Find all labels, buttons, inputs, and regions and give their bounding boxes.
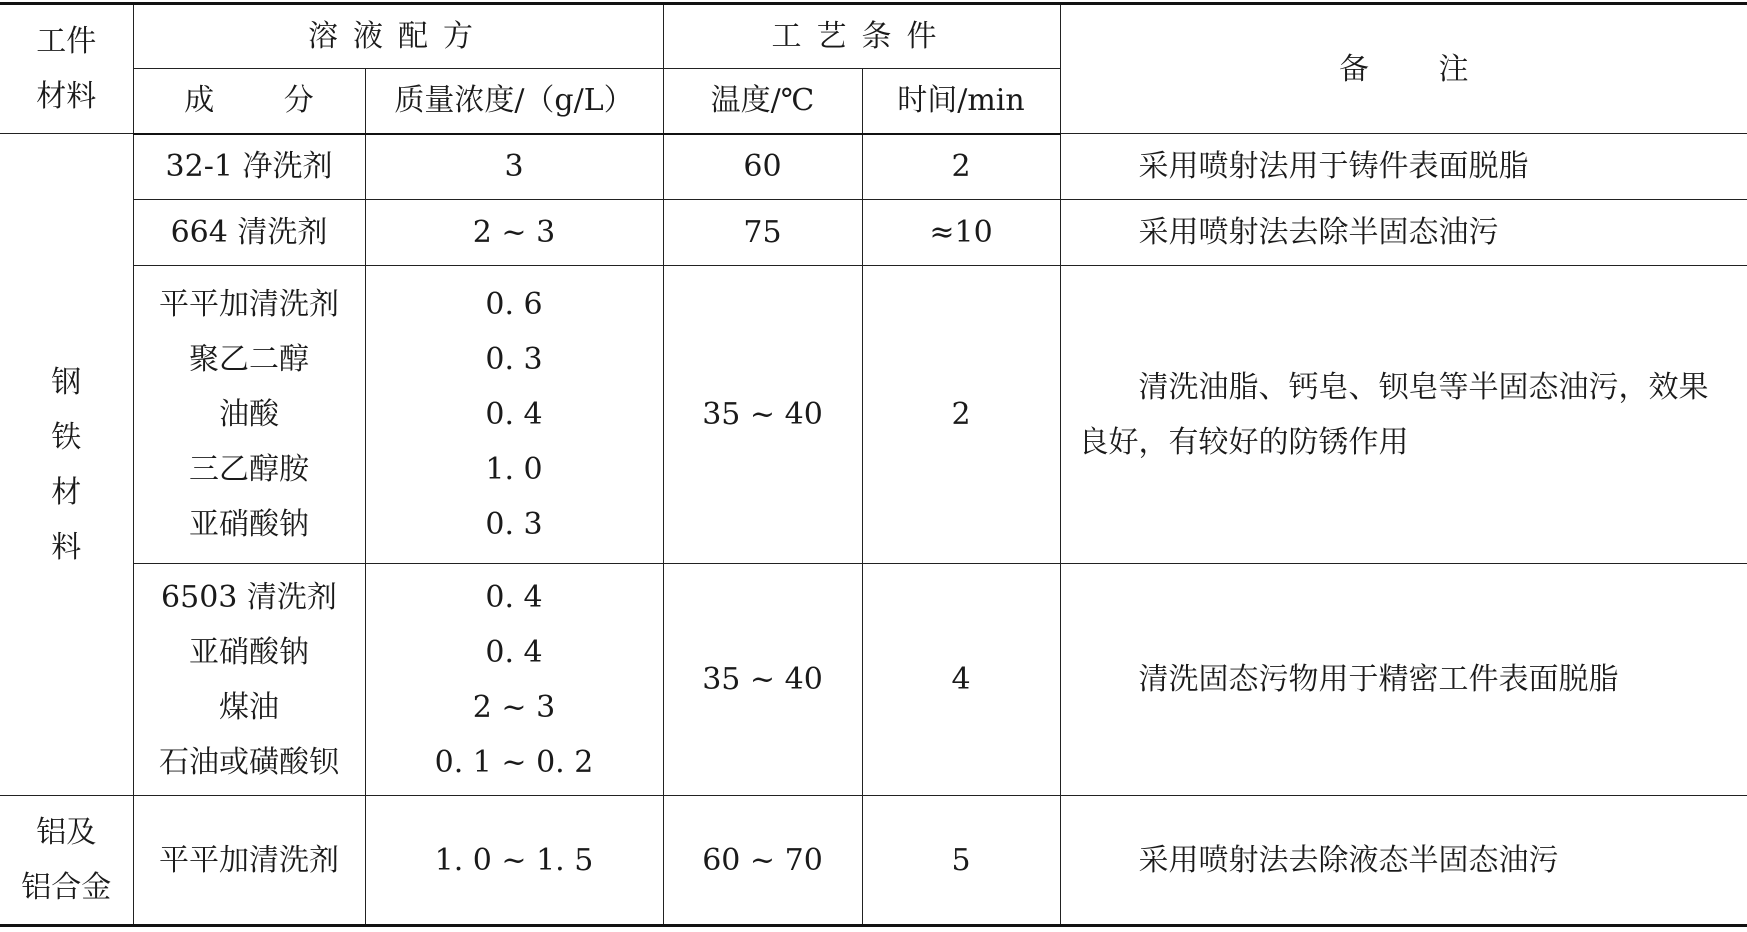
time-cell: 2 — [862, 134, 1060, 200]
note-cell: 采用喷射法用于铸件表面脱脂 — [1060, 134, 1747, 200]
concentration-cell: 2 ~ 3 — [365, 200, 663, 266]
material-steel — [0, 134, 133, 796]
material-char: 材 — [51, 474, 82, 510]
component-line: 平平加清洗剂 — [159, 287, 339, 322]
component-line: 石油或磺酸钡 — [159, 744, 339, 780]
temperature-cell: 35 ~ 40 — [663, 266, 862, 564]
cleaning-formula-table — [0, 2, 1747, 927]
concentration-line: 0. 3 — [485, 507, 543, 542]
component-cell — [133, 266, 365, 564]
material-char: 钢 — [51, 364, 82, 400]
concentration-line: 0. 4 — [485, 579, 543, 615]
time-cell: 4 — [862, 564, 1060, 796]
header-conditions: 工艺条件 — [663, 4, 1060, 69]
header-material-line2: 材料 — [36, 79, 97, 114]
material-char: 料 — [51, 529, 82, 565]
concentration-line: 1. 0 — [485, 452, 543, 487]
material-line: 铝合金 — [21, 870, 112, 905]
header-row-1 — [0, 4, 1747, 69]
concentration-line: 0. 4 — [485, 634, 543, 670]
table-row — [0, 200, 1747, 266]
header-material-line1: 工件 — [36, 24, 97, 59]
concentration-line: 2 ~ 3 — [472, 689, 556, 725]
header-component: 成 分 — [133, 69, 365, 134]
material-char: 铁 — [51, 419, 82, 455]
note-cell: 清洗油脂、钙皂、钡皂等半固态油污，效果良好，有较好的防锈作用 — [1060, 266, 1747, 564]
header-concentration: 质量浓度/（g/L） — [365, 69, 663, 134]
component-line: 6503 清洗剂 — [161, 579, 337, 615]
header-temperature: 温度/℃ — [663, 69, 862, 134]
component-line: 亚硝酸钠 — [189, 634, 309, 670]
time-cell: 5 — [862, 796, 1060, 926]
note-cell: 采用喷射法去除半固态油污 — [1060, 200, 1747, 266]
concentration-line: 0. 4 — [485, 397, 543, 432]
concentration-cell — [365, 564, 663, 796]
component-cell: 平平加清洗剂 — [133, 796, 365, 926]
component-line: 三乙醇胺 — [189, 452, 309, 487]
component-line: 聚乙二醇 — [189, 342, 309, 377]
concentration-line: 0. 1 ~ 0. 2 — [434, 744, 594, 780]
temperature-cell: 60 ~ 70 — [663, 796, 862, 926]
note-cell: 采用喷射法去除液态半固态油污 — [1060, 796, 1747, 926]
component-cell: 32-1 净洗剂 — [133, 134, 365, 200]
note-cell: 清洗固态污物用于精密工件表面脱脂 — [1060, 564, 1747, 796]
concentration-cell: 1. 0 ~ 1. 5 — [365, 796, 663, 926]
concentration-line: 0. 6 — [485, 287, 543, 322]
table-row — [0, 266, 1747, 564]
concentration-line: 0. 3 — [485, 342, 543, 377]
table-row — [0, 564, 1747, 796]
time-cell: ≈10 — [862, 200, 1060, 266]
temperature-cell: 60 — [663, 134, 862, 200]
table-row — [0, 796, 1747, 926]
header-formula: 溶液配方 — [133, 4, 663, 69]
header-time: 时间/min — [862, 69, 1060, 134]
material-line: 铝及 — [36, 815, 97, 850]
concentration-cell: 3 — [365, 134, 663, 200]
temperature-cell: 75 — [663, 200, 862, 266]
component-cell — [133, 564, 365, 796]
concentration-cell — [365, 266, 663, 564]
time-cell: 2 — [862, 266, 1060, 564]
component-line: 油酸 — [219, 397, 279, 432]
header-notes: 备 注 — [1060, 4, 1747, 134]
material-aluminium — [0, 796, 133, 926]
component-line: 亚硝酸钠 — [189, 507, 309, 542]
table-row — [0, 134, 1747, 200]
header-material — [0, 4, 133, 134]
temperature-cell: 35 ~ 40 — [663, 564, 862, 796]
component-line: 煤油 — [219, 689, 279, 725]
component-cell: 664 清洗剂 — [133, 200, 365, 266]
